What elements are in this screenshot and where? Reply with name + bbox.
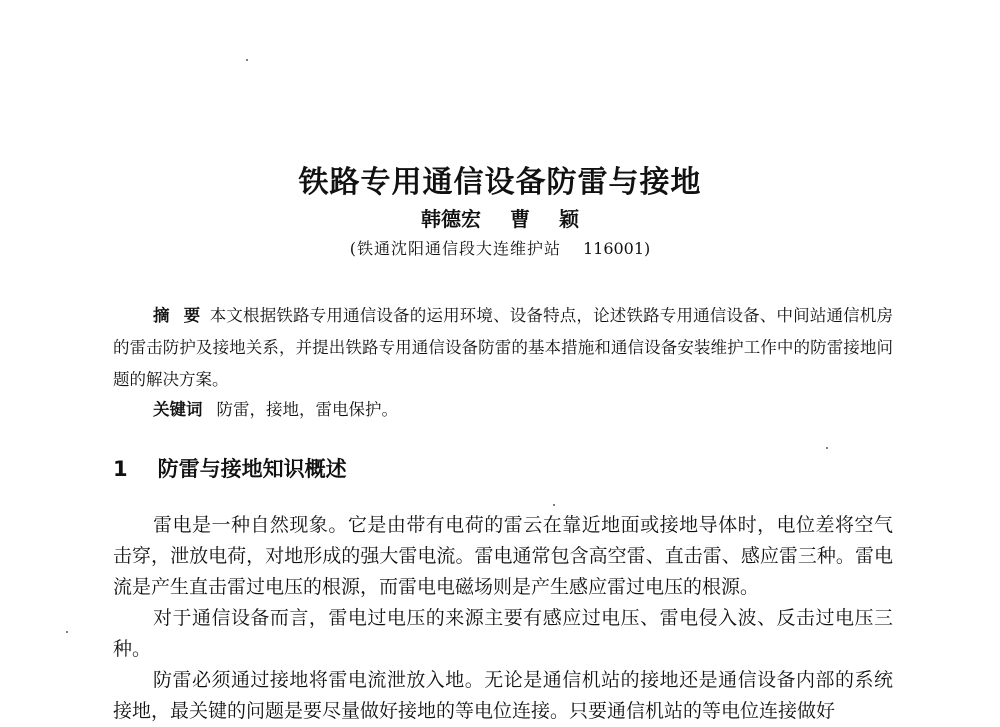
scan-speck bbox=[66, 631, 68, 633]
keywords-block bbox=[153, 397, 893, 423]
abstract-text: 本文根据铁路专用通信设备的运用环境、设备特点，论述铁路专用通信设备、中间站通信机房的雷击防护及接地关系，并提出铁路专用通信设备防雷的基本措施和通信设备安装维护工作中的防雷接地问题的解决方案。 bbox=[113, 306, 894, 389]
section-body bbox=[113, 510, 893, 727]
section-title: 防雷与接地知识概述 bbox=[157, 457, 347, 481]
scan-speck bbox=[553, 504, 555, 506]
body-paragraph: 防雷必须通过接地将雷电流泄放入地。无论是通信机站的接地还是通信设备内部的系统接地，最关键的问题是要尽量做好接地的等电位连接。只要通信机站的等电位连接做好 bbox=[113, 669, 893, 722]
section-heading bbox=[113, 453, 347, 483]
affiliation-zipcode: 116001) bbox=[582, 239, 651, 258]
body-paragraph: 雷电是一种自然现象。它是由带有电荷的雷云在靠近地面或接地导体时，电位差将空气击穿，泄放电荷，对地形成的强大雷电流。雷电通常包含高空雷、直击雷、感应雷三种。雷电流是产生直击雷过电压的根源，而雷电电磁场则是产生感应雷过电压的根源。 bbox=[113, 514, 893, 598]
scan-speck bbox=[246, 59, 248, 61]
paper-title: 铁路专用通信设备防雷与接地 bbox=[298, 165, 702, 200]
author-affiliation bbox=[0, 236, 1000, 259]
scan-speck bbox=[826, 447, 828, 449]
author-names: 韩德宏 曹 颖 bbox=[421, 207, 579, 231]
body-paragraph: 对于通信设备而言，雷电过电压的来源主要有感应过电压、雷电侵入波、反击过电压三种。 bbox=[113, 607, 893, 660]
affiliation-name: (铁通沈阳通信段大连维护站 bbox=[349, 239, 561, 258]
abstract-block bbox=[113, 300, 893, 396]
abstract-label: 摘 要 bbox=[153, 306, 205, 325]
keywords-label: 关键词 bbox=[153, 400, 203, 419]
keywords-text: 防雷，接地，雷电保护。 bbox=[216, 400, 398, 419]
section-number: 1 bbox=[113, 457, 128, 481]
